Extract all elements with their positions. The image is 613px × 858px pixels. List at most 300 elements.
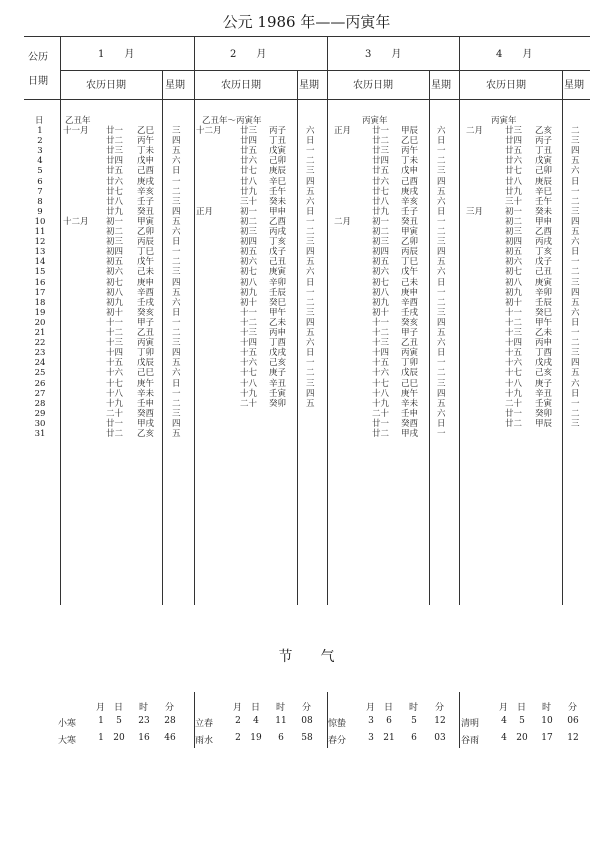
weekday: 四	[306, 317, 315, 328]
weekday: 日	[306, 206, 315, 217]
weekday: 五	[306, 328, 315, 338]
ganzhi: 庚戌	[137, 176, 155, 187]
ganzhi: 乙酉	[535, 227, 553, 237]
lunar-day: 廿二	[106, 429, 124, 439]
weekday: 二	[172, 257, 181, 267]
lunar-day: 初四	[106, 247, 124, 257]
day-label: 日	[35, 116, 44, 126]
lunar-day: 廿九	[372, 206, 390, 217]
weekday: 日	[172, 307, 181, 318]
weekday: 日	[306, 136, 315, 146]
weekday: 五	[172, 146, 181, 156]
weekday: 六	[306, 338, 315, 348]
lunar-day: 十二	[106, 328, 124, 338]
ganzhi: 癸酉	[137, 408, 155, 419]
jieqi-col-header: 时	[409, 703, 419, 713]
lunar-day: 初九	[106, 297, 124, 308]
ganzhi: 丙戌	[535, 237, 553, 247]
weekday: 日	[172, 166, 181, 176]
jieqi-value: 1	[98, 716, 104, 726]
month-header-3: 3 月	[365, 49, 402, 60]
lunar-day: 廿九	[505, 186, 523, 197]
ganzhi: 癸酉	[401, 418, 419, 429]
weekday: 四	[172, 277, 181, 288]
jieqi-name: 谷雨	[461, 736, 480, 746]
weekday: 五	[306, 257, 315, 267]
ganzhi: 壬戌	[137, 297, 155, 308]
lunar-day: 廿四	[505, 136, 523, 146]
day-number: 11	[34, 227, 46, 237]
ganzhi: 甲午	[269, 307, 287, 318]
ganzhi: 庚辰	[269, 166, 287, 176]
ganzhi: 己亥	[269, 358, 287, 368]
jieqi-name: 雨水	[195, 736, 214, 746]
weekday: 日	[571, 247, 580, 257]
xingqi-header-3: 星期	[431, 80, 451, 91]
weekday: 三	[172, 408, 181, 419]
weekday: 四	[437, 388, 446, 399]
lunar-day: 初五	[372, 257, 390, 267]
weekday: 三	[306, 307, 315, 318]
ganzhi: 丁酉	[535, 348, 553, 358]
ganzhi: 戊辰	[401, 368, 419, 378]
lunar-day: 二十	[240, 398, 258, 409]
ganzhi: 庚午	[401, 388, 419, 399]
weekday: 二	[437, 297, 446, 308]
lunar-day: 初四	[505, 237, 523, 247]
ganzhi: 辛丑	[269, 378, 287, 389]
day-number: 5	[37, 166, 43, 176]
weekday: 日	[571, 176, 580, 187]
lunar-day: 廿一	[505, 408, 523, 419]
weekday: 一	[172, 176, 181, 187]
weekday: 三	[571, 277, 580, 288]
ganzhi: 乙亥	[137, 429, 155, 439]
weekday: 二	[571, 267, 580, 277]
lunar-day: 初三	[240, 227, 258, 237]
lunar-day: 十六	[372, 368, 390, 378]
weekday: 五	[172, 287, 181, 298]
weekday: 六	[437, 267, 446, 277]
lunar-month-mark: 三月	[466, 206, 484, 217]
lunar-month-mark: 正月	[196, 206, 214, 217]
ganzhi: 壬戌	[401, 307, 419, 318]
lunar-day: 初八	[505, 277, 523, 288]
weekday: 六	[437, 196, 446, 207]
ganzhi: 庚子	[269, 368, 287, 378]
lunar-day: 初三	[505, 227, 523, 237]
weekday: 五	[437, 398, 446, 409]
lunar-day: 十六	[240, 358, 258, 368]
ganzhi: 壬子	[137, 196, 155, 207]
lunar-day: 初七	[372, 277, 390, 288]
lunar-day: 十一	[240, 307, 258, 318]
lunar-day: 十五	[106, 358, 124, 368]
lunar-day: 廿六	[505, 156, 523, 166]
jieqi-col-header: 日	[517, 703, 527, 713]
ganzhi: 癸卯	[535, 408, 553, 419]
ganzhi: 庚申	[401, 287, 419, 298]
lunar-day: 二十	[106, 408, 124, 419]
day-number: 22	[34, 338, 46, 348]
jieqi-name: 清明	[461, 719, 480, 729]
jieqi-value: 11	[275, 716, 287, 726]
weekday: 二	[571, 196, 580, 207]
lunar-day: 初六	[505, 257, 523, 267]
jieqi-value: 20	[516, 733, 528, 743]
ganzhi: 乙丑	[137, 328, 155, 338]
weekday: 五	[306, 186, 315, 197]
ganzhi: 甲寅	[137, 216, 155, 227]
lunar-day: 二十	[505, 398, 523, 409]
lunar-day: 初四	[372, 247, 390, 257]
weekday: 一	[437, 358, 446, 368]
weekday: 三	[571, 206, 580, 217]
day-number: 1	[37, 126, 43, 136]
ganzhi: 丙辰	[137, 237, 155, 247]
lunar-day: 廿三	[240, 126, 258, 136]
weekday: 三	[437, 307, 446, 318]
weekday: 六	[437, 338, 446, 348]
lunar-month-mark: 二月	[466, 126, 484, 136]
weekday: 三	[437, 166, 446, 176]
lunar-day: 十八	[240, 378, 258, 389]
weekday: 日	[306, 348, 315, 358]
weekday: 一	[571, 257, 580, 267]
jieqi-title: 节 气	[278, 649, 335, 665]
ganzhi: 甲辰	[401, 126, 419, 136]
day-number: 30	[34, 418, 46, 429]
weekday: 一	[437, 429, 446, 439]
weekday: 一	[571, 398, 580, 409]
ganzhi: 丁亥	[269, 237, 287, 247]
jieqi-col-header: 分	[165, 703, 175, 713]
weekday: 二	[306, 156, 315, 166]
ganzhi: 癸巳	[535, 307, 553, 318]
lunar-day: 廿八	[240, 176, 258, 187]
ganzhi: 丙寅	[401, 348, 419, 358]
lunar-day: 廿三	[106, 146, 124, 156]
ganzhi: 辛丑	[535, 388, 553, 399]
weekday: 三	[172, 267, 181, 277]
jieqi-value: 10	[541, 716, 553, 726]
weekday: 四	[306, 176, 315, 187]
weekday: 日	[437, 277, 446, 288]
jieqi-col-header: 月	[366, 703, 376, 713]
lunar-day: 初三	[106, 237, 124, 247]
weekday: 五	[571, 156, 580, 166]
ganzhi: 壬申	[401, 408, 419, 419]
day-number: 28	[34, 398, 46, 409]
weekday: 六	[571, 237, 580, 247]
weekday: 日	[437, 418, 446, 429]
jieqi-name: 大寒	[58, 736, 77, 746]
lunar-day: 廿五	[505, 146, 523, 156]
weekday: 一	[172, 247, 181, 257]
ganzhi: 丁酉	[269, 338, 287, 348]
jieqi-value: 4	[501, 716, 507, 726]
day-number: 20	[34, 317, 46, 328]
lunar-day: 三十	[240, 196, 258, 207]
weekday: 一	[306, 287, 315, 298]
lunar-day: 十四	[240, 338, 258, 348]
ganzhi: 壬辰	[269, 287, 287, 298]
day-number: 2	[37, 136, 43, 146]
lunar-day: 初二	[240, 216, 258, 227]
ganzhi: 辛未	[401, 398, 419, 409]
lunar-day: 廿二	[372, 136, 390, 146]
weekday: 五	[437, 186, 446, 197]
ganzhi: 癸亥	[401, 317, 419, 328]
weekday: 四	[437, 247, 446, 257]
ganzhi: 丁巳	[137, 247, 155, 257]
ganzhi: 己酉	[401, 176, 419, 187]
ganzhi: 丁丑	[535, 146, 553, 156]
ganzhi: 庚寅	[535, 277, 553, 288]
ganzhi: 丙午	[137, 136, 155, 146]
lunar-day: 十二	[372, 328, 390, 338]
jieqi-value: 5	[519, 716, 525, 726]
weekday: 五	[437, 257, 446, 267]
month-header-2: 2 月	[230, 49, 267, 60]
ganzhi: 癸未	[269, 196, 287, 207]
ganzhi: 辛酉	[137, 287, 155, 298]
ganzhi: 戊寅	[535, 156, 553, 166]
weekday: 日	[172, 378, 181, 389]
weekday: 一	[437, 216, 446, 227]
weekday: 四	[571, 216, 580, 227]
day-number: 23	[34, 348, 46, 358]
weekday: 四	[571, 287, 580, 298]
ganzhi: 辛卯	[535, 287, 553, 298]
weekday: 六	[306, 267, 315, 277]
day-number: 29	[34, 408, 46, 419]
lunar-day: 初一	[240, 206, 258, 217]
ganzhi: 戊午	[137, 257, 155, 267]
weekday: 三	[571, 348, 580, 358]
jieqi-col-header: 分	[568, 703, 578, 713]
weekday: 四	[571, 358, 580, 368]
weekday: 二	[437, 368, 446, 378]
ganzhi: 庚辰	[535, 176, 553, 187]
lunar-day: 十九	[372, 398, 390, 409]
lunar-day: 初八	[372, 287, 390, 298]
jieqi-value: 46	[164, 733, 176, 743]
lunar-day: 廿九	[106, 206, 124, 217]
day-number: 21	[34, 328, 46, 338]
ganzhi: 庚子	[535, 378, 553, 389]
weekday: 五	[571, 368, 580, 378]
lunar-day: 十四	[106, 348, 124, 358]
jieqi-col-header: 月	[233, 703, 243, 713]
weekday: 二	[172, 186, 181, 197]
ganzhi: 癸巳	[269, 297, 287, 308]
ganzhi: 丁亥	[535, 247, 553, 257]
ganzhi: 辛未	[137, 388, 155, 399]
block-4-year-label: 丙寅年	[491, 116, 517, 126]
jieqi-col-header: 分	[302, 703, 312, 713]
weekday: 三	[571, 136, 580, 146]
ganzhi: 丙辰	[401, 247, 419, 257]
jieqi-col-header: 月	[96, 703, 106, 713]
lunar-day: 廿一	[372, 418, 390, 429]
ganzhi: 己丑	[535, 267, 553, 277]
jieqi-col-header: 日	[114, 703, 124, 713]
ganzhi: 甲申	[535, 216, 553, 227]
jieqi-value: 12	[567, 733, 579, 743]
lunar-day: 初一	[106, 216, 124, 227]
jieqi-name: 惊蛰	[328, 719, 347, 729]
header-riqi: 日期	[28, 76, 48, 87]
jieqi-value: 6	[386, 716, 392, 726]
ganzhi: 庚申	[137, 277, 155, 288]
day-number: 7	[37, 186, 43, 197]
day-number: 19	[34, 307, 46, 318]
lunar-day: 初六	[240, 257, 258, 267]
ganzhi: 戊申	[137, 156, 155, 166]
lunar-day: 初一	[505, 206, 523, 217]
day-number: 12	[34, 237, 46, 247]
xingqi-header-2: 星期	[299, 80, 319, 91]
day-number: 17	[34, 287, 46, 298]
block-3-year-label: 丙寅年	[362, 116, 388, 126]
weekday: 六	[306, 126, 315, 136]
weekday: 二	[172, 398, 181, 409]
jieqi-value: 6	[278, 733, 284, 743]
ganzhi: 乙卯	[401, 237, 419, 247]
lunar-month-mark: 十二月	[63, 216, 89, 227]
ganzhi: 己亥	[535, 368, 553, 378]
ganzhi: 己巳	[137, 368, 155, 378]
lunar-day: 初八	[106, 287, 124, 298]
jieqi-value: 03	[434, 733, 446, 743]
lunar-day: 初一	[372, 216, 390, 227]
weekday: 三	[172, 196, 181, 207]
nongli-header-2: 农历日期	[221, 80, 261, 91]
weekday: 三	[172, 126, 181, 136]
xingqi-header-1: 星期	[165, 80, 185, 91]
lunar-day: 初七	[106, 277, 124, 288]
ganzhi: 庚戌	[401, 186, 419, 197]
weekday: 六	[571, 378, 580, 389]
ganzhi: 丙戌	[269, 227, 287, 237]
day-number: 4	[37, 156, 43, 166]
weekday: 五	[571, 297, 580, 308]
lunar-day: 廿四	[240, 136, 258, 146]
lunar-day: 廿三	[505, 126, 523, 136]
lunar-day: 初十	[240, 297, 258, 308]
weekday: 一	[437, 287, 446, 298]
weekday: 四	[172, 418, 181, 429]
lunar-day: 初九	[372, 297, 390, 308]
header-gongli: 公历	[28, 52, 48, 63]
weekday: 一	[172, 388, 181, 399]
ganzhi: 丁丑	[269, 136, 287, 146]
ganzhi: 丙申	[535, 338, 553, 348]
lunar-day: 十八	[106, 388, 124, 399]
lunar-day: 十六	[505, 358, 523, 368]
weekday: 一	[306, 358, 315, 368]
lunar-month-mark: 二月	[334, 216, 352, 227]
jieqi-value: 20	[113, 733, 125, 743]
lunar-day: 十八	[372, 388, 390, 399]
lunar-day: 十六	[106, 368, 124, 378]
ganzhi: 乙酉	[269, 216, 287, 227]
ganzhi: 癸丑	[137, 206, 155, 217]
ganzhi: 丁巳	[401, 257, 419, 267]
ganzhi: 辛巳	[269, 176, 287, 187]
weekday: 二	[437, 156, 446, 166]
weekday: 四	[172, 136, 181, 146]
page-title: 公元 1986 年——丙寅年	[222, 13, 391, 31]
ganzhi: 辛亥	[137, 186, 155, 197]
weekday: 五	[172, 358, 181, 368]
ganzhi: 庚午	[137, 378, 155, 389]
lunar-month-mark: 正月	[334, 126, 352, 136]
lunar-day: 廿九	[240, 186, 258, 197]
ganzhi: 己丑	[269, 257, 287, 267]
jieqi-col-header: 时	[139, 703, 149, 713]
jieqi-col-header: 时	[276, 703, 286, 713]
ganzhi: 丙申	[269, 328, 287, 338]
lunar-day: 十五	[505, 348, 523, 358]
weekday: 一	[172, 317, 181, 328]
weekday: 五	[172, 429, 181, 439]
weekday: 日	[437, 136, 446, 146]
lunar-month-mark: 十一月	[63, 126, 89, 136]
jieqi-value: 1	[98, 733, 104, 743]
lunar-day: 十五	[372, 358, 390, 368]
lunar-day: 廿一	[106, 126, 124, 136]
day-number: 10	[34, 216, 46, 227]
ganzhi: 己酉	[137, 166, 155, 176]
lunar-day: 廿二	[505, 418, 523, 429]
day-number: 26	[34, 378, 46, 389]
weekday: 五	[571, 227, 580, 237]
ganzhi: 壬申	[137, 398, 155, 409]
day-number: 13	[34, 247, 46, 257]
ganzhi: 戊子	[269, 247, 287, 257]
weekday: 六	[172, 227, 181, 237]
weekday: 一	[437, 146, 446, 156]
ganzhi: 癸丑	[401, 216, 419, 227]
weekday: 四	[172, 348, 181, 358]
weekday: 日	[306, 277, 315, 288]
lunar-day: 十三	[372, 338, 390, 348]
ganzhi: 甲戌	[401, 429, 419, 439]
weekday: 六	[437, 126, 446, 136]
ganzhi: 癸未	[535, 206, 553, 217]
ganzhi: 壬寅	[535, 398, 553, 409]
lunar-day: 廿六	[372, 176, 390, 187]
ganzhi: 乙卯	[137, 227, 155, 237]
ganzhi: 丁卯	[137, 348, 155, 358]
lunar-day: 十一	[106, 317, 124, 328]
ganzhi: 戊寅	[269, 146, 287, 156]
weekday: 三	[437, 237, 446, 247]
lunar-day: 初十	[505, 297, 523, 308]
month-header-4: 4 月	[496, 49, 533, 60]
lunar-day: 廿七	[240, 166, 258, 176]
jieqi-value: 23	[138, 716, 150, 726]
jieqi-name: 小寒	[58, 719, 77, 729]
lunar-day: 十一	[505, 307, 523, 318]
lunar-day: 初三	[372, 237, 390, 247]
weekday: 四	[437, 317, 446, 328]
ganzhi: 乙丑	[401, 338, 419, 348]
lunar-day: 十五	[240, 348, 258, 358]
weekday: 一	[306, 216, 315, 227]
